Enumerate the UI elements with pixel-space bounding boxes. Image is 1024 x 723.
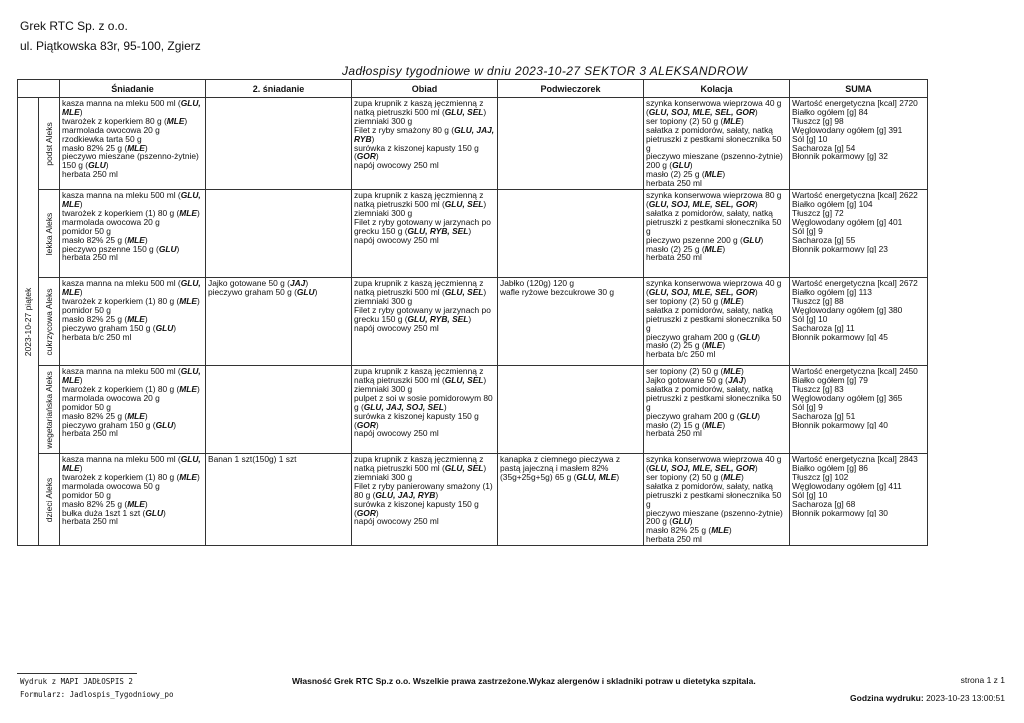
print-time xyxy=(850,693,1005,703)
cell-podwieczorek xyxy=(498,454,644,546)
cell-obiad-text: zupa krupnik z kaszą jęczmienną z natką pietruszki 500 ml (GLU, SEL) ziemniaki 300 g Filet z ryby panierowany smażony (1) 80 g (GLU, JAJ, RYB) surówka z kiszonej kapusty 150 g (GOR) napój owocowy 250 ml xyxy=(354,455,493,527)
cell-kolacja xyxy=(644,454,790,546)
cell-kolacja xyxy=(644,98,790,190)
cell-kolacja-text: szynka konserwowa wieprzowa 40 g (GLU, SOJ, MLE, SEL, GOR) ser topiony (2) 50 g (MLE) sałatka z pomidorów, sałaty, natką pietruszki z pestkami słonecznika 50 g pieczywo mieszane (pszenno-żytnie) 200 g (GLU) masło (2) 25 g (MLE) herbata 250 ml xyxy=(646,99,783,189)
cell-podwieczorek xyxy=(498,98,644,190)
cell-suma xyxy=(790,278,928,366)
date-label xyxy=(18,98,39,546)
cell-suma xyxy=(790,190,928,278)
company-header xyxy=(20,16,201,56)
cell-drugie-sniadanie xyxy=(206,190,352,278)
page-number: strona 1 z 1 xyxy=(960,675,1005,685)
table-row xyxy=(18,98,928,190)
table-row xyxy=(18,190,928,278)
cell-sniadanie xyxy=(60,366,206,454)
cell-podwieczorek xyxy=(498,366,644,454)
cell-obiad-text: zupa krupnik z kaszą jęczmienną z natką pietruszki 500 ml (GLU, SEL) ziemniaki 300 g Filet z ryby smażony 80 g (GLU, JAJ, RYB) surówka z kiszonej kapusty 150 g (GOR) napój owocowy 250 ml xyxy=(354,99,495,171)
cell-sniadanie xyxy=(60,190,206,278)
cell-sniadanie xyxy=(60,454,206,546)
cell-kolacja-text: szynka konserwowa wieprzowa 40 g (GLU, SOJ, MLE, SEL, GOR) ser topiony (2) 50 g (MLE) sałatka z pomidorów, sałaty, natką pietruszki z pestkami słonecznika 50 g pieczywo graham 200 g (GLU) masło (2) 25 g (MLE) herbata b/c 250 ml xyxy=(646,279,782,360)
cell-podwieczorek xyxy=(498,278,644,366)
cell-obiad xyxy=(352,190,498,278)
table-row xyxy=(18,278,928,366)
company-address: ul. Piątkowska 83r, 95-100, Zgierz xyxy=(20,39,201,53)
cell-suma xyxy=(790,366,928,454)
form-name: Formularz: Jadlospis_Tygodniowy_po xyxy=(20,690,174,699)
cell-sniadanie-text: kasza manna na mleku 500 ml (GLU, MLE) twarożek z koperkiem (1) 80 g (MLE) marmolada owocowa 20 g pomidor 50 g masło 82% 25 g (MLE) pieczywo pszenne 150 g (GLU) herbata 250 ml xyxy=(62,191,201,263)
cell-obiad xyxy=(352,454,498,546)
cell-suma-text: Wartość energetyczna [kcal] 2450 Białko ogółem [g] 79 Tłuszcz [g] 83 Węglowodany ogółem [g] 365 Sól [g] 9 Sacharoza [g] 51 Błonnik pokarmowy [g] 40 xyxy=(792,367,918,430)
cell-suma-text: Wartość energetyczna [kcal] 2843 Białko ogółem [g] 86 Tłuszcz [g] 102 Węglowodany ogółem [g] 411 Sól [g] 10 Sacharoza [g] 68 Błonnik pokarmowy [g] 30 xyxy=(792,455,918,518)
cell-obiad-text: zupa krupnik z kaszą jęczmienną z natką pietruszki 500 ml (GLU, SEL) ziemniaki 300 g Filet z ryby gotowany w jarzynach po grecku 150 g (GLU, RYB, SEL) napój owocowy 250 ml xyxy=(354,191,491,245)
cell-obiad xyxy=(352,366,498,454)
page-title: Jadłospisy tygodniowe w dniu 2023-10-27 SEKTOR 3 ALEKSANDROW xyxy=(342,64,748,78)
cell-drugie-sniadanie-text: Jajko gotowane 50 g (JAJ) pieczywo graham 50 g (GLU) xyxy=(208,279,318,297)
header-sniadanie: Śniadanie xyxy=(60,80,206,98)
cell-sniadanie-text: kasza manna na mleku 500 ml (GLU, MLE) twarożek z koperkiem (1) 80 g (MLE) marmolada owocowa 20 g pomidor 50 g masło 82% 25 g (MLE) pieczywo graham 150 g (GLU) herbata 250 ml xyxy=(62,367,201,439)
diet-label-text: cukrzycowa Aleks xyxy=(44,288,54,356)
header-suma: SUMA xyxy=(790,80,928,98)
header-drugie-sniadanie: 2. śniadanie xyxy=(206,80,352,98)
menu-table xyxy=(17,79,928,546)
print-time-value: 2023-10-23 13:00:51 xyxy=(926,693,1005,703)
header-corner xyxy=(18,80,60,98)
diet-label xyxy=(39,454,60,546)
cell-sniadanie xyxy=(60,98,206,190)
diet-label-text: wegetariańska Aleks xyxy=(44,370,54,449)
footer-divider xyxy=(17,673,137,674)
header-kolacja: Kolacja xyxy=(644,80,790,98)
cell-suma-text: Wartość energetyczna [kcal] 2622 Białko ogółem [g] 104 Tłuszcz [g] 72 Węglowodany ogółem [g] 401 Sól [g] 9 Sacharoza [g] 55 Błonnik pokarmowy [g] 23 xyxy=(792,191,918,254)
cell-podwieczorek-text: Jabłko (120g) 120 g wafle ryżowe bezcukrowe 30 g xyxy=(500,279,615,297)
cell-suma xyxy=(790,454,928,546)
table-row xyxy=(18,454,928,546)
cell-sniadanie-text: kasza manna na mleku 500 ml (GLU, MLE) twarożek z koperkiem (1) 80 g (MLE) pomidor 50 g masło 82% 25 g (MLE) pieczywo graham 150 g (GLU) herbata b/c 250 ml xyxy=(62,279,201,342)
header-row xyxy=(18,80,928,98)
diet-label xyxy=(39,278,60,366)
cell-drugie-sniadanie xyxy=(206,454,352,546)
cell-drugie-sniadanie xyxy=(206,278,352,366)
cell-kolacja-text: ser topiony (2) 50 g (MLE) Jajko gotowane 50 g (JAJ) sałatka z pomidorów, sałaty, natką pietruszki z pestkami słonecznika 50 g pieczywo graham 200 g (GLU) masło (2) 15 g (MLE) herbata 250 ml xyxy=(646,367,782,439)
cell-podwieczorek xyxy=(498,190,644,278)
cell-kolacja-text: szynka konserwowa wieprzowa 80 g (GLU, SOJ, MLE, SEL, GOR) sałatka z pomidorów, sałaty, natką pietruszki z pestkami słonecznika 50 g pieczywo pszenne 200 g (GLU) masło (2) 25 g (MLE) herbata 250 ml xyxy=(646,191,782,263)
diet-label xyxy=(39,366,60,454)
diet-label xyxy=(39,98,60,190)
cell-kolacja-text: szynka konserwowa wieprzowa 40 g (GLU, SOJ, MLE, SEL, GOR) ser topiony (2) 50 g (MLE) sałatka z pomidorów, sałaty, natką pietruszki z pestkami słonecznika 50 g pieczywo mieszane (pszenno-żytnie) 200 g (GLU) masło 82% 25 g (MLE) herbata 250 ml xyxy=(646,455,783,545)
cell-sniadanie-text: kasza manna na mleku 500 ml (GLU, MLE) twarożek z koperkiem 80 g (MLE) marmolada owocowa 20 g rzodkiewka tarta 50 g masło 82% 25 g (MLE) pieczywo mieszane (pszenno-żytnie) 150 g (GLU) herbata 250 ml xyxy=(62,99,201,180)
diet-label-text: lekka Aleks xyxy=(44,212,54,255)
table-row xyxy=(18,366,928,454)
cell-kolacja xyxy=(644,366,790,454)
cell-suma-text: Wartość energetyczna [kcal] 2672 Białko ogółem [g] 113 Tłuszcz [g] 88 Węglowodany ogółem [g] 380 Sól [g] 10 Sacharoza [g] 11 Błonnik pokarmowy [g] 45 xyxy=(792,279,918,342)
cell-obiad xyxy=(352,98,498,190)
cell-sniadanie-text: kasza manna na mleku 500 ml (GLU, MLE) twarożek z koperkiem (1) 80 g (MLE) marmolada owocowa 50 g pomidor 50 g masło 82% 25 g (MLE) bułka duża 1szt 1 szt (GLU) herbata 250 ml xyxy=(62,455,201,527)
diet-label-text: podst Aleks xyxy=(44,121,54,166)
diet-label-text: dzieci Aleks xyxy=(44,477,54,522)
ownership-note: Własność Grek RTC Sp.z o.o. Wszelkie prawa zastrzeżone.Wykaz alergenów i skladniki potraw u dietetyka szpitala. xyxy=(292,676,756,686)
cell-suma xyxy=(790,98,928,190)
cell-kolacja xyxy=(644,190,790,278)
cell-obiad-text: zupa krupnik z kaszą jęczmienną z natką pietruszki 500 ml (GLU, SEL) ziemniaki 300 g Filet z ryby gotowany w jarzynach po grecku 150 g (GLU, RYB, SEL) napój owocowy 250 ml xyxy=(354,279,491,333)
printout-source: Wydruk z MAPI JADŁOSPIS 2 xyxy=(20,677,133,686)
cell-drugie-sniadanie-text: Banan 1 szt(150g) 1 szt xyxy=(208,455,297,464)
print-time-label: Godzina wydruku: xyxy=(850,693,924,703)
cell-obiad-text: zupa krupnik z kaszą jęczmienną z natką pietruszki 500 ml (GLU, SEL) ziemniaki 300 g pulpet z soi w sosie pomidorowym 80 g (GLU, JAJ, SOJ, SEL) surówka z kiszonej kapusty 150 g (GOR) napój owocowy 250 ml xyxy=(354,367,493,439)
header-podwieczorek: Podwieczorek xyxy=(498,80,644,98)
company-name: Grek RTC Sp. z o.o. xyxy=(20,19,128,33)
cell-obiad xyxy=(352,278,498,366)
date-label-text: 2023-10-27 piątek xyxy=(23,287,33,356)
header-obiad: Obiad xyxy=(352,80,498,98)
cell-drugie-sniadanie xyxy=(206,366,352,454)
cell-kolacja xyxy=(644,278,790,366)
cell-suma-text: Wartość energetyczna [kcal] 2720 Białko ogółem [g] 84 Tłuszcz [g] 98 Węglowodany ogółem [g] 391 Sól [g] 10 Sacharoza [g] 54 Błonnik pokarmowy [g] 32 xyxy=(792,99,918,162)
cell-podwieczorek-text: kanapka z ciemnego pieczywa z pastą jajeczną i masłem 82%(35g+25g+5g) 65 g (GLU, MLE) xyxy=(500,455,621,482)
diet-label xyxy=(39,190,60,278)
cell-drugie-sniadanie xyxy=(206,98,352,190)
cell-sniadanie xyxy=(60,278,206,366)
